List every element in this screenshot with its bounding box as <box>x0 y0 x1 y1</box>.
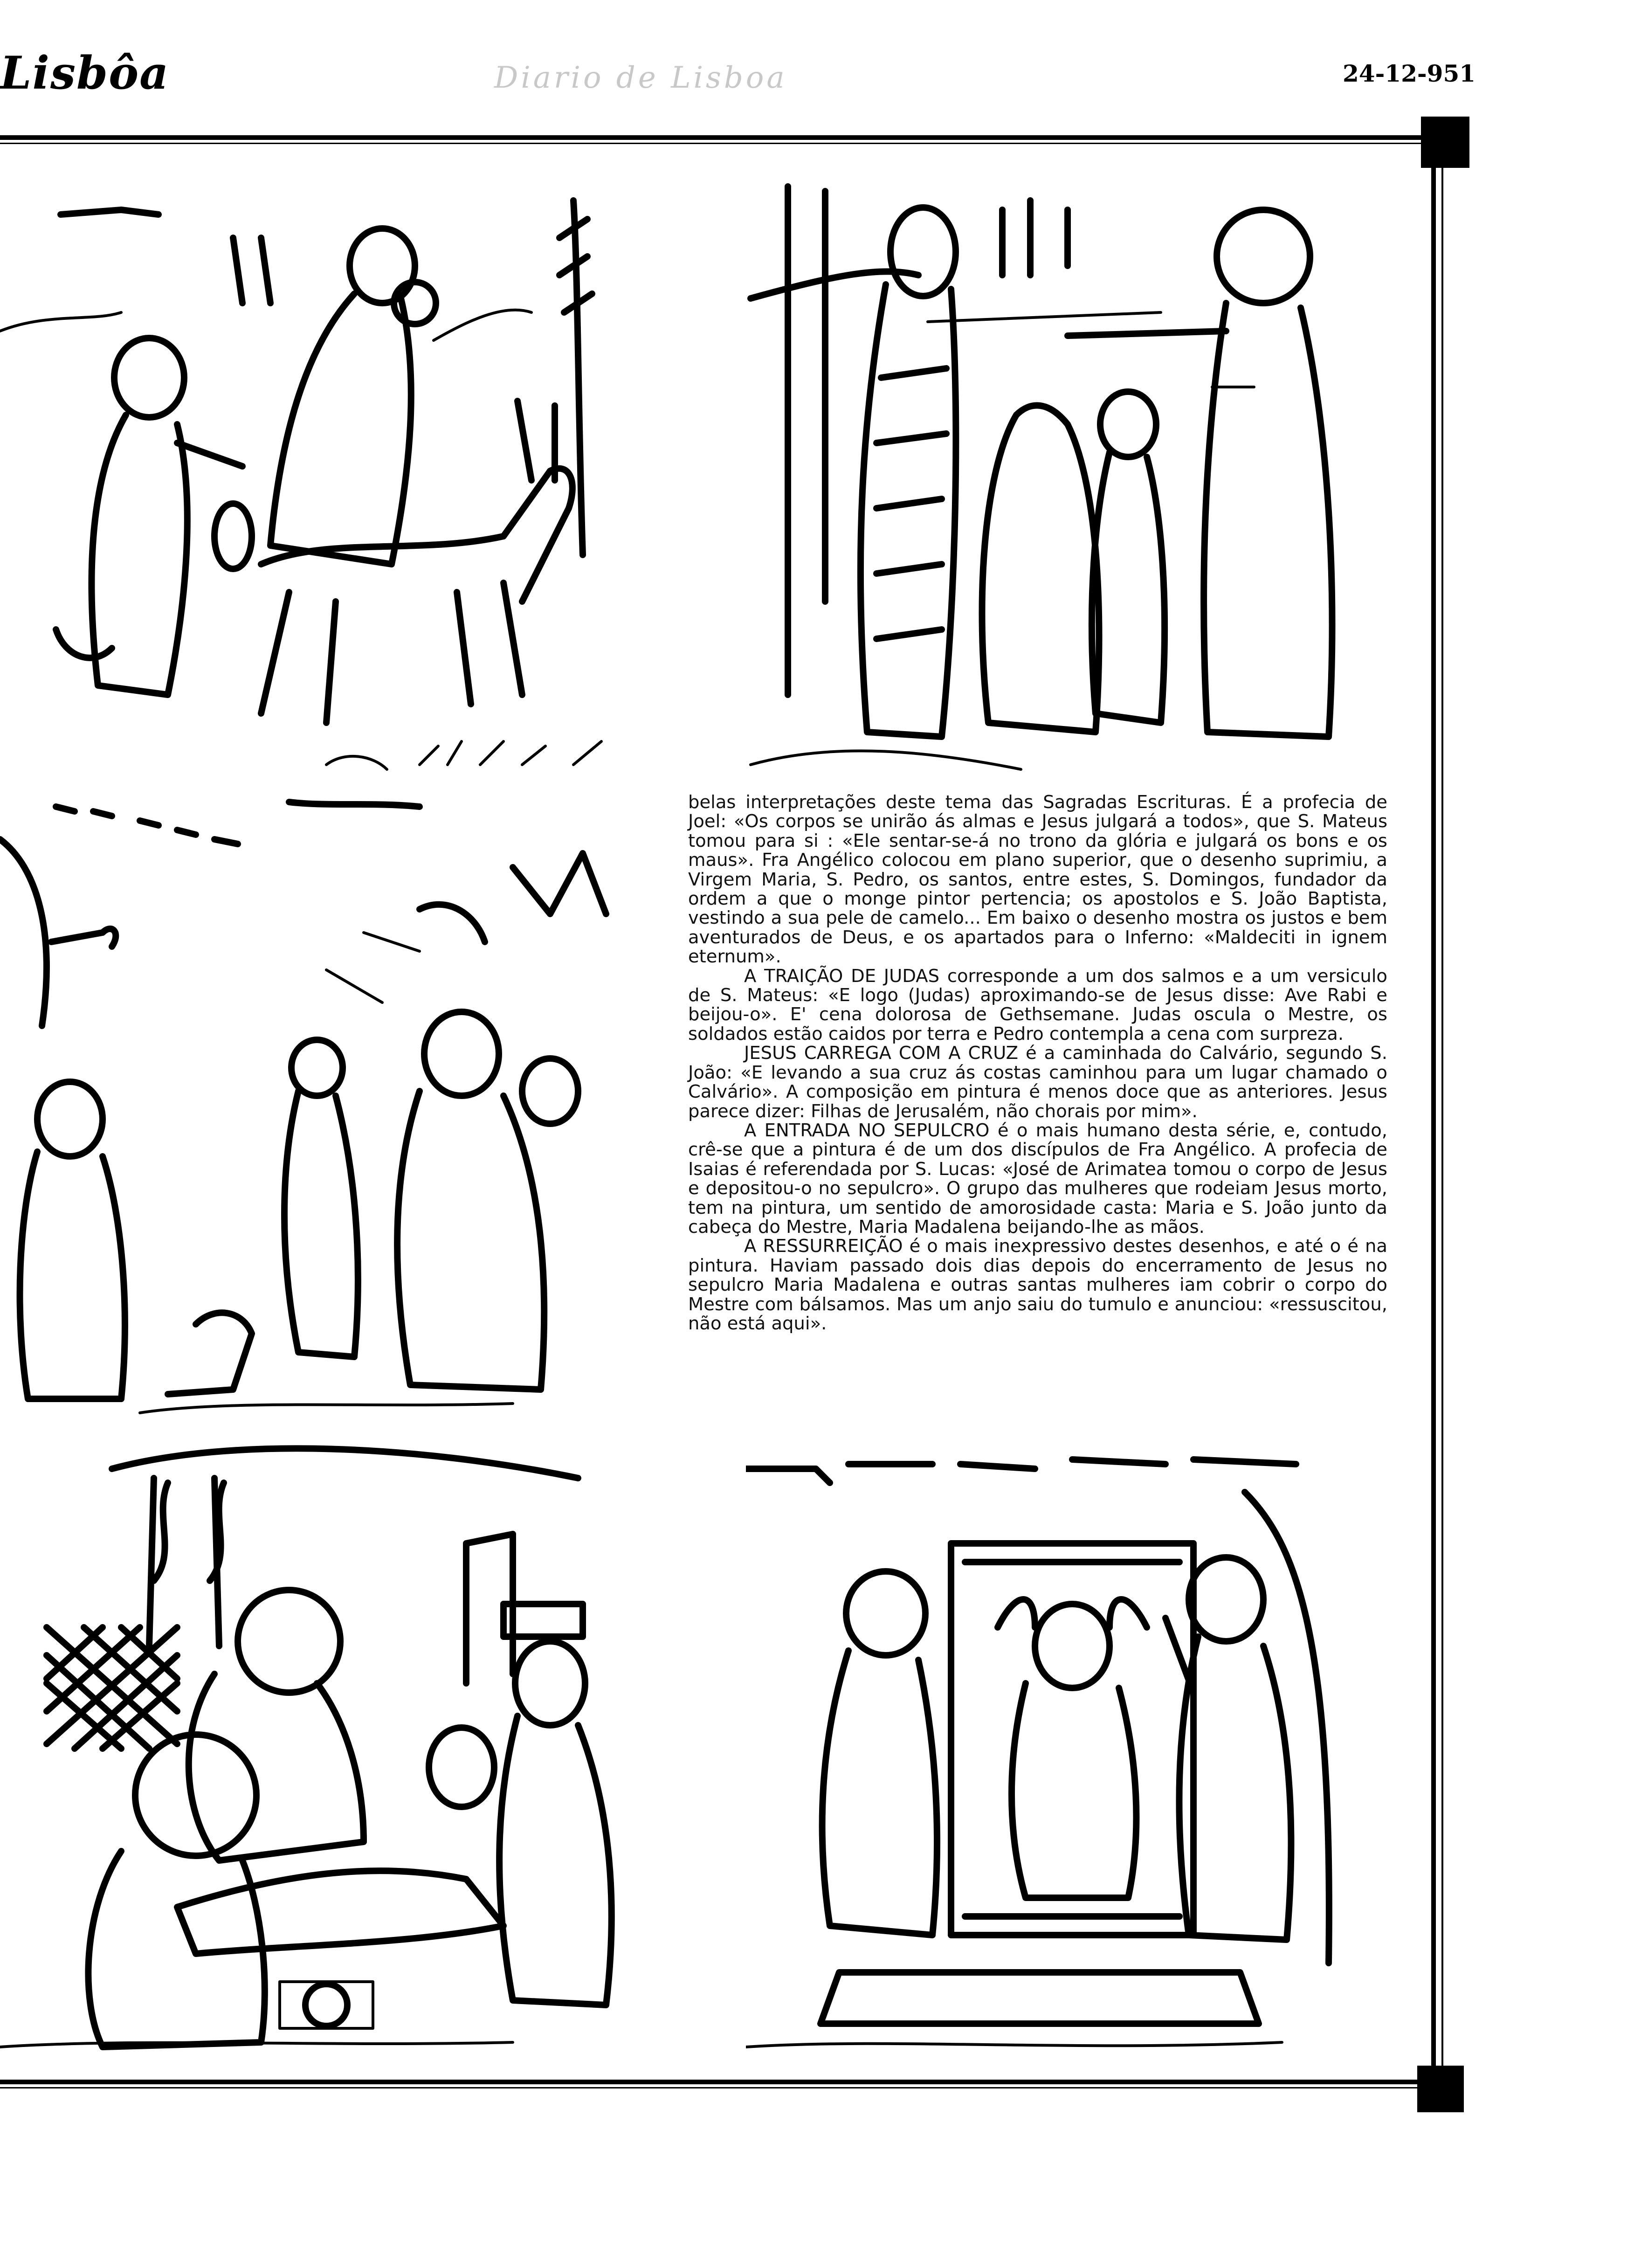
illustration-flight-into-egypt <box>0 182 653 779</box>
paragraph-carrying-the-cross: JESUS CARREGA COM A CRUZ é a caminhada do Calvário, segundo S. João: «E levando a sua cruz ás costas caminhou para um lugar chamado o Calvário». A composição em pintura é menos doce que as anteriores. Jesus parece dizer: Filhas de Jerusalém, não chorais por mim». <box>688 1043 1387 1122</box>
issue-date: 24-12-951 <box>1343 60 1476 87</box>
corner-block-top <box>1421 117 1469 168</box>
bottom-rule-thin <box>0 2087 1422 2088</box>
top-rule <box>0 135 1422 140</box>
faded-masthead-text: Diario de Lisboa <box>494 61 787 95</box>
article-body <box>688 793 1387 1333</box>
paragraph-last-judgment: belas interpretações deste tema das Sagradas Escrituras. É a profecia de Joel: «Os corpos se unirão ás almas e Jesus julgará a todos», que S. Mateus tomou para si : «Ele sentar-se-á no trono da glória e julgará os bons e os maus». Fra Angélico colocou em plano superior, que o desenho suprimiu, a Virgem Maria, S. Pedro, os santos, entre estes, S. Domingos, fundador da ordem a que o monge pintor pertencia; os apostolos e S. João Baptista, vestindo a sua pele de camelo... Em baixo o desenho mostra os justos e bem aventurados de Deus, e os apartados para o Inferno: «Maldeciti in ignem eternum». <box>688 792 1387 968</box>
paragraph-entombment: A ENTRADA NO SEPULCRO é o mais humano desta série, e, contudo, crê-se que a pintura é de um dos discípulos de Fra Angélico. A profecia de Isaias é referendada por S. Lucas: «José de Arimatea tomou o corpo de Jesus e depositou-o no sepulcro». O grupo das mulheres que rodeiam Jesus morto, tem na pintura, um sentido de amorosidade casta: Maria e S. João junto da cabeça do Mestre, Maria Madalena beijando-lhe as mãos. <box>688 1120 1387 1238</box>
newspaper-title: Lisbôa <box>0 47 170 99</box>
illustration-resurrection <box>746 1450 1389 2061</box>
illustration-entombment <box>0 1441 653 2056</box>
right-vertical-rule <box>1431 168 1436 2089</box>
illustration-appearance-to-mary <box>741 182 1385 788</box>
paragraph-betrayal-of-judas: A TRAIÇÃO DE JUDAS corresponde a um dos salmos e a um versiculo de S. Mateus: «E logo (Judas) aproximando-se de Jesus disse: Ave Rabi e beijou-o». E' cena dolorosa de Gethsemane. Judas oscula o Mestre, os soldados estão caidos por terra e Pedro contempla a cena com surpreza. <box>688 965 1387 1044</box>
bottom-rule <box>0 2080 1422 2084</box>
paragraph-resurrection: A RESSURREIÇÃO é o mais inexpressivo destes desenhos, e até o é na pintura. Haviam passado dois dias depois do encerramento de Jesus no sepulcro Maria Madalena e outras santas mulheres iam cobrir o corpo do Mestre com bálsamos. Mas um anjo saiu do tumulo e anunciou: «ressuscitou, não está aqui». <box>688 1236 1387 1334</box>
top-rule-thin <box>0 143 1422 144</box>
illustration-carrying-the-cross <box>0 793 662 1427</box>
right-vertical-rule-thin <box>1441 168 1443 2089</box>
corner-block-bottom <box>1417 2066 1464 2112</box>
